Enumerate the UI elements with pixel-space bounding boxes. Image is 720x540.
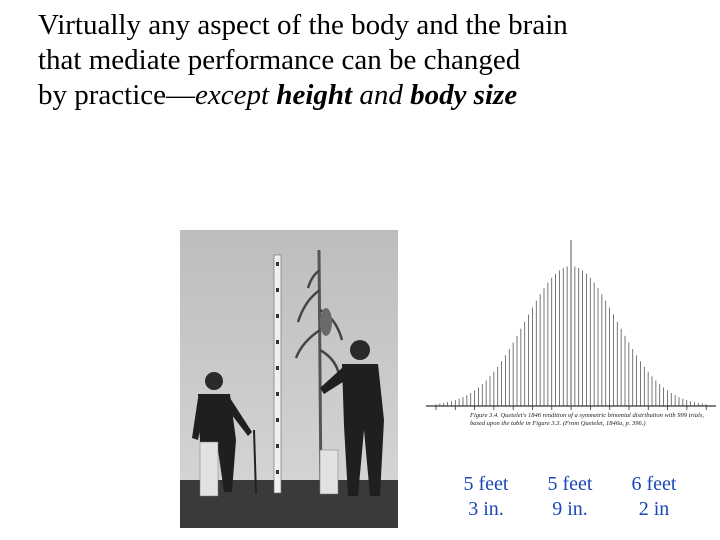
- height-label-short-line1: 5 feet: [463, 473, 509, 495]
- title-and: and: [359, 79, 403, 111]
- height-label-tall-line1: 6 feet: [631, 473, 677, 495]
- height-label-short: [452, 472, 520, 522]
- height-photo: [180, 230, 398, 528]
- title-height: height: [276, 79, 353, 111]
- title-body-size: body size: [410, 79, 518, 111]
- height-label-short-line2: 3 in.: [468, 498, 504, 520]
- slide-title: [38, 8, 708, 113]
- height-label-tall: [620, 472, 688, 522]
- height-label-tall-line2: 2 in: [638, 498, 670, 520]
- title-line-3-text: by practice—: [38, 79, 196, 111]
- title-line-2: that mediate performance can be changed: [38, 44, 521, 76]
- title-line-3: [38, 78, 708, 113]
- title-line-1: Virtually any aspect of the body and the brain: [38, 9, 568, 41]
- height-label-average-line1: 5 feet: [547, 473, 593, 495]
- height-label-average: [536, 472, 604, 522]
- figure-caption: Figure 3.4. Quetelet's 1846 rendition of a symmetric binomial distribution with 999 trials, based upon the table in Figure 3.3. (From Quetelet, 1846a, p. 396.): [470, 412, 704, 427]
- title-except: except: [195, 79, 270, 111]
- height-label-average-line2: 9 in.: [552, 498, 588, 520]
